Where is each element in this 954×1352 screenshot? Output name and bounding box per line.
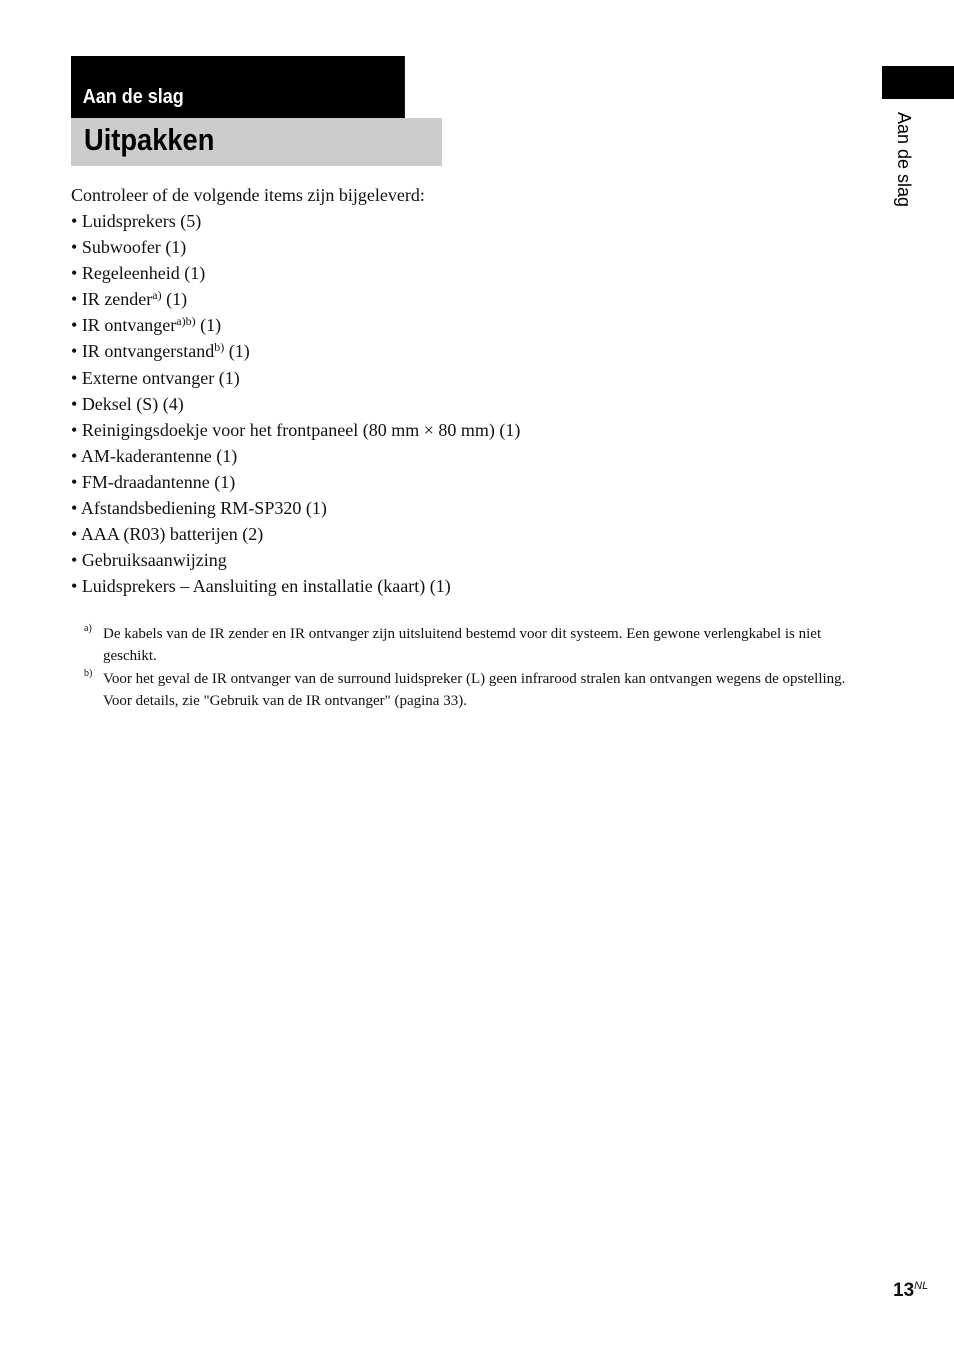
list-item [71, 575, 520, 601]
section-bar [71, 56, 405, 118]
item-text: Gebruiksaanwijzing [81, 550, 227, 571]
footnote-text: Voor het geval de IR ontvanger van de surround luidspreker (L) geen infrarood stralen kan ontvangen wegens de opstelling. Voor details, zie "Gebruik van de IR ontvanger" (pagina 33). [103, 671, 846, 709]
bullet: • [71, 419, 78, 440]
bullet: • [71, 524, 78, 545]
side-tab-marker [882, 66, 954, 99]
list-item [71, 367, 520, 393]
item-quantity: (1) [224, 341, 250, 362]
item-quantity: (1) [214, 367, 240, 388]
footnote [84, 623, 864, 667]
item-quantity: (1) [301, 498, 327, 519]
item-text: AM-kaderantenne [80, 445, 212, 466]
item-quantity: (1) [425, 576, 451, 597]
list-item [71, 314, 520, 340]
footnote-ref: a) [152, 288, 162, 303]
section-heading: Aan de slag [82, 86, 184, 108]
list-item [71, 340, 520, 366]
footnote-ref: a)b) [176, 314, 196, 329]
list-item [71, 419, 520, 445]
list-item [71, 393, 520, 419]
bullet: • [71, 237, 78, 258]
page-number [893, 1280, 928, 1302]
item-text: IR ontvangerstand [81, 341, 215, 362]
footnote [84, 668, 864, 712]
item-text: Reinigingsdoekje voor het frontpaneel (80 mm × 80 mm) [81, 419, 495, 440]
page-title: Uitpakken [84, 122, 215, 157]
item-text: Luidsprekers – Aansluiting en installatie (kaart) [81, 576, 426, 597]
footnote-mark: a) [84, 623, 92, 634]
item-quantity: (1) [195, 315, 222, 336]
bullet: • [71, 341, 78, 362]
page-number-value: 13 [893, 1280, 915, 1301]
bullet: • [71, 289, 78, 310]
intro-text: Controleer of de volgende items zijn bijgeleverd: [71, 185, 425, 205]
bullet: • [71, 393, 78, 414]
item-quantity: (1) [161, 289, 188, 310]
item-quantity: (1) [494, 419, 521, 440]
bullet: • [71, 471, 78, 492]
item-text: IR ontvanger [81, 315, 177, 336]
list-item [71, 497, 520, 523]
item-quantity: (1) [179, 263, 206, 284]
footnote-text: De kabels van de IR zender en IR ontvanger zijn uitsluitend bestemd voor dit systeem. Een gewone verlengkabel is niet geschikt. [103, 626, 822, 664]
list-item [71, 445, 520, 471]
bullet: • [71, 498, 78, 519]
footnote-mark: b) [84, 668, 93, 679]
footnotes [84, 623, 864, 713]
item-text: IR zender [81, 289, 153, 310]
supplied-items-list [71, 210, 520, 601]
item-text: Luidsprekers [81, 211, 176, 231]
bullet: • [71, 550, 78, 571]
bullet: • [71, 367, 78, 388]
list-item [71, 210, 520, 236]
bullet: • [71, 315, 78, 336]
list-item [71, 549, 520, 575]
item-quantity: (5) [175, 211, 202, 231]
bullet: • [71, 263, 78, 284]
item-text: Externe ontvanger [81, 367, 215, 388]
list-item [71, 288, 520, 314]
item-text: Afstandsbediening RM-SP320 [80, 498, 302, 519]
item-quantity: (2) [237, 524, 264, 545]
item-quantity: (1) [160, 237, 187, 258]
item-text: AAA (R03) batterijen [80, 524, 238, 545]
page-language-suffix: NL [914, 1280, 929, 1292]
item-quantity: (4) [158, 393, 184, 414]
item-text: Deksel (S) [81, 393, 159, 414]
item-text: Subwoofer [81, 237, 161, 258]
list-item [71, 523, 520, 549]
bullet: • [71, 445, 78, 466]
item-text: FM-draadantenne [81, 471, 210, 492]
bullet: • [71, 211, 78, 231]
page-header [71, 56, 442, 166]
item-quantity: (1) [209, 471, 236, 492]
bullet: • [71, 576, 78, 597]
list-item [71, 236, 520, 262]
list-item [71, 471, 520, 497]
side-tab-label: Aan de slag [894, 112, 914, 208]
list-item [71, 262, 520, 288]
footnote-ref: b) [214, 340, 225, 355]
title-bar [71, 118, 442, 166]
item-text: Regeleenheid [81, 263, 180, 284]
item-quantity: (1) [211, 445, 238, 466]
